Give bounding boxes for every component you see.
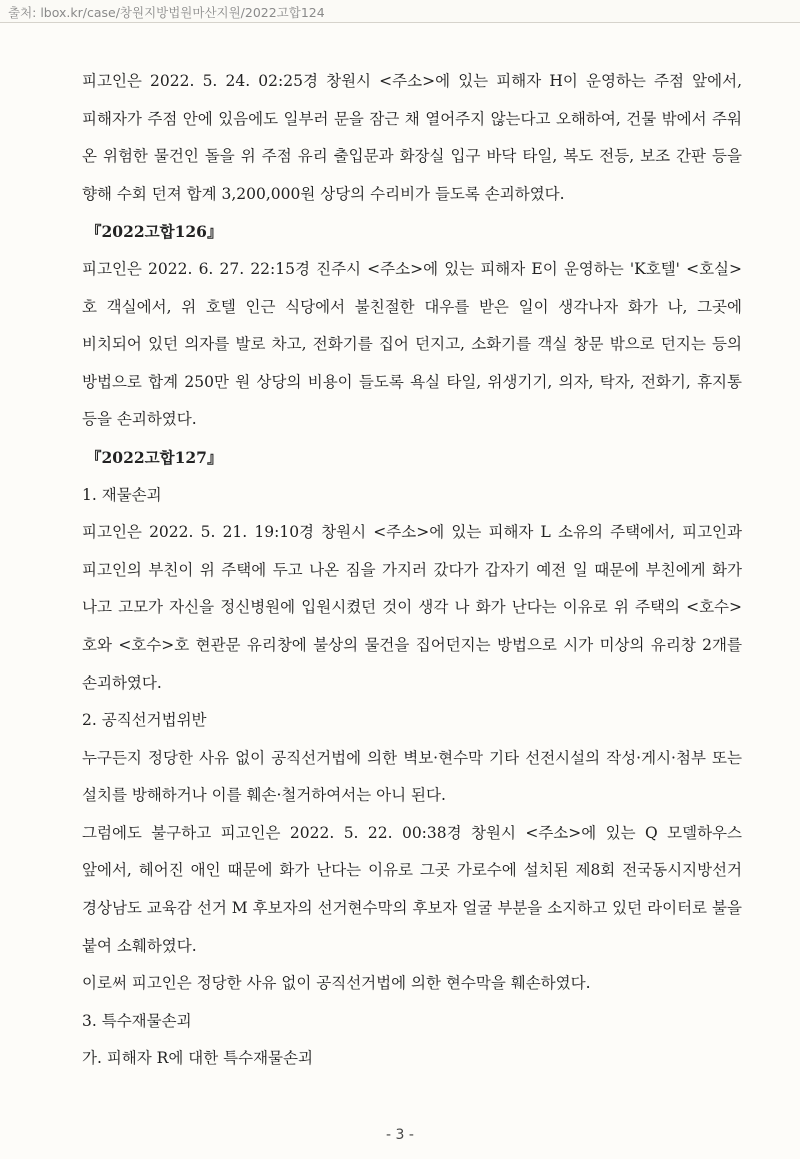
paragraph: 누구든지 정당한 사유 없이 공직선거법에 의한 벽보·현수막 기타 선전시설의 작성·게시·첨부 또는 설치를 방해하거나 이를 훼손·철거하여서는 아니 된다. [82,748,742,805]
document-body [82,63,742,1078]
section-title: 2. 공직선거법위반 [82,711,207,730]
source-url: 출처: lbox.kr/case/창원지방법원마산지원/2022고합124 [8,5,325,20]
paragraph: 피고인은 2022. 5. 21. 19:10경 창원시 <주소>에 있는 피해자 L 소유의 주택에서, 피고인과 피고인의 부친이 위 주택에 두고 나온 짐을 가지러 갔다가 갑자기 예전 일 때문에 부친에게 화가 나고 고모가 자신을 정신병원에 입원시켰던 것이 생각 나 화가 난다는 이유로 위 주택의 <호수>호와 <호수>호 현관문 유리창에 불상의 물건을 집어던지는 방법으로 시가 미상의 유리창 2개를 손괴하였다. [82,523,742,692]
subsection-title: 가. 피해자 R에 대한 특수재물손괴 [82,1049,313,1068]
paragraph: 피고인은 2022. 6. 27. 22:15경 진주시 <주소>에 있는 피해자 E이 운영하는 'K호텔' <호실>호 객실에서, 위 호텔 인근 식당에서 불친절한 대우를 받은 일이 생각나자 화가 나, 그곳에 비치되어 있던 의자를 발로 차고, 전화기를 집어 던지고, 소화기를 객실 창문 밖으로 던지는 등의 방법으로 합계 250만 원 상당의 비용이 들도록 욕실 타일, 위생기기, 의자, 탁자, 전화기, 휴지통 등을 손괴하였다. [82,259,742,429]
source-bar [0,0,800,23]
case-heading: 『2022고합127』 [86,447,223,467]
paragraph: 피고인은 2022. 5. 24. 02:25경 창원시 <주소>에 있는 피해자 H이 운영하는 주점 앞에서, 피해자가 주점 안에 있음에도 일부러 문을 잠근 채 열어주지 않는다고 오해하여, 건물 밖에서 주워 온 위험한 물건인 돌을 위 주점 유리 출입문과 화장실 입구 바닥 타일, 복도 전등, 보조 간판 등을 향해 수회 던져 합계 3,200,000원 상당의 수리비가 들도록 손괴하였다. [82,72,742,203]
section-title: 1. 재물손괴 [82,485,162,504]
page-number: - 3 - [386,1127,414,1143]
paragraph: 이로써 피고인은 정당한 사유 없이 공직선거법에 의한 현수막을 훼손하였다. [82,974,591,993]
section-title: 3. 특수재물손괴 [82,1011,192,1030]
case-heading: 『2022고합126』 [86,222,223,242]
paragraph: 그럼에도 불구하고 피고인은 2022. 5. 22. 00:38경 창원시 <주소>에 있는 Q 모델하우스 앞에서, 헤어진 애인 때문에 화가 난다는 이유로 그곳 가로수에 설치된 제8회 전국동시지방선거 경상남도 교육감 선거 M 후보자의 선거현수막의 후보자 얼굴 부분을 소지하고 있던 라이터로 불을 붙여 소훼하였다. [82,823,742,955]
